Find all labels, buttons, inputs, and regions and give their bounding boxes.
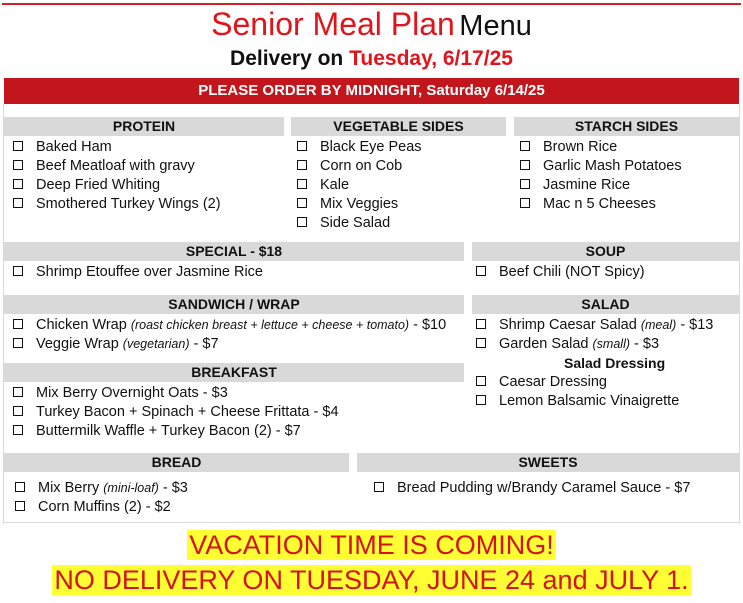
list-item[interactable]: Mix Berry Overnight Oats - $3 [13,384,339,403]
checkbox-icon[interactable] [13,141,23,151]
list-item[interactable]: Chicken Wrap (roast chicken breast + lettuce + cheese + tomato) - $10 [13,316,446,335]
checkbox-icon[interactable] [13,425,23,435]
list-item[interactable]: Lemon Balsamic Vinaigrette [476,392,679,411]
list-item[interactable]: Turkey Bacon + Spinach + Cheese Frittata - $4 [13,403,339,422]
list-item[interactable]: Buttermilk Waffle + Turkey Bacon (2) - $7 [13,422,339,441]
list-item[interactable]: Corn Muffins (2) - $2 [15,498,188,517]
top-rule [2,3,741,5]
bread-header: BREAD [4,453,349,472]
list-item[interactable]: Jasmine Rice [520,176,682,195]
breakfast-list [13,384,339,441]
salad-dressing-list [476,373,679,411]
bottom-rule [3,522,740,523]
list-item[interactable]: Caesar Dressing [476,373,679,392]
checkbox-icon[interactable] [13,160,23,170]
list-item[interactable]: Mac n 5 Cheeses [520,195,682,214]
vacation-notice-line1: VACATION TIME IS COMING! [189,530,554,560]
checkbox-icon[interactable] [13,266,23,276]
list-item[interactable]: Beef Chili (NOT Spicy) [476,263,645,282]
protein-list [13,138,221,214]
delivery-prefix: Delivery on [230,47,344,70]
sweets-list [374,479,690,498]
vegetable-sides-header: VEGETABLE SIDES [291,117,506,136]
checkbox-icon[interactable] [13,406,23,416]
salad-dressing-subheader: Salad Dressing [564,355,666,371]
list-item[interactable]: Mix Berry (mini-loaf) - $3 [15,479,188,498]
checkbox-icon[interactable] [476,338,486,348]
soup-list [476,263,645,282]
protein-header: PROTEIN [4,117,284,136]
list-item[interactable]: Bread Pudding w/Brandy Caramel Sauce - $7 [374,479,690,498]
checkbox-icon[interactable] [476,376,486,386]
checkbox-icon[interactable] [297,179,307,189]
checkbox-icon[interactable] [476,319,486,329]
list-item[interactable]: Kale [297,176,422,195]
list-item[interactable]: Mix Veggies [297,195,422,214]
sandwich-wrap-list [13,316,446,354]
sandwich-wrap-header: SANDWICH / WRAP [4,295,464,314]
salad-header: SALAD [472,295,739,314]
checkbox-icon[interactable] [297,141,307,151]
list-item[interactable]: Side Salad [297,214,422,233]
checkbox-icon[interactable] [520,179,530,189]
breakfast-header: BREAKFAST [4,363,464,382]
bread-list [15,479,188,517]
title-suffix: Menu [459,10,532,42]
checkbox-icon[interactable] [13,198,23,208]
checkbox-icon[interactable] [476,266,486,276]
checkbox-icon[interactable] [520,160,530,170]
checkbox-icon[interactable] [13,338,23,348]
special-list [13,263,263,282]
list-item[interactable]: Beef Meatloaf with gravy [13,157,221,176]
checkbox-icon[interactable] [13,319,23,329]
list-item[interactable]: Corn on Cob [297,157,422,176]
list-item[interactable]: Black Eye Peas [297,138,422,157]
checkbox-icon[interactable] [520,141,530,151]
checkbox-icon[interactable] [13,179,23,189]
salad-list [476,316,713,354]
delivery-line [0,47,743,71]
list-item[interactable]: Veggie Wrap (vegetarian) - $7 [13,335,446,354]
page-title [0,6,743,43]
list-item[interactable]: Shrimp Etouffee over Jasmine Rice [13,263,263,282]
vegetable-sides-list [297,138,422,233]
right-border [739,104,740,524]
title-main: Senior Meal Plan [211,6,455,42]
starch-sides-header: STARCH SIDES [514,117,739,136]
delivery-date: Tuesday, 6/17/25 [349,47,513,70]
list-item[interactable]: Smothered Turkey Wings (2) [13,195,221,214]
list-item[interactable]: Garlic Mash Potatoes [520,157,682,176]
checkbox-icon[interactable] [374,482,384,492]
list-item[interactable]: Shrimp Caesar Salad (meal) - $13 [476,316,713,335]
vacation-notice-line2: NO DELIVERY ON TUESDAY, JUNE 24 and JULY 1. [54,565,689,595]
list-item[interactable]: Brown Rice [520,138,682,157]
checkbox-icon[interactable] [297,217,307,227]
sweets-header: SWEETS [357,453,739,472]
checkbox-icon[interactable] [13,387,23,397]
list-item[interactable]: Baked Ham [13,138,221,157]
checkbox-icon[interactable] [520,198,530,208]
special-header: SPECIAL - $18 [4,242,464,261]
checkbox-icon[interactable] [476,395,486,405]
checkbox-icon[interactable] [15,501,25,511]
list-item[interactable]: Deep Fried Whiting [13,176,221,195]
list-item[interactable]: Garden Salad (small) - $3 [476,335,713,354]
checkbox-icon[interactable] [297,160,307,170]
starch-sides-list [520,138,682,214]
soup-header: SOUP [472,242,739,261]
checkbox-icon[interactable] [297,198,307,208]
checkbox-icon[interactable] [15,482,25,492]
order-deadline-banner: PLEASE ORDER BY MIDNIGHT, Saturday 6/14/25 [4,78,739,104]
